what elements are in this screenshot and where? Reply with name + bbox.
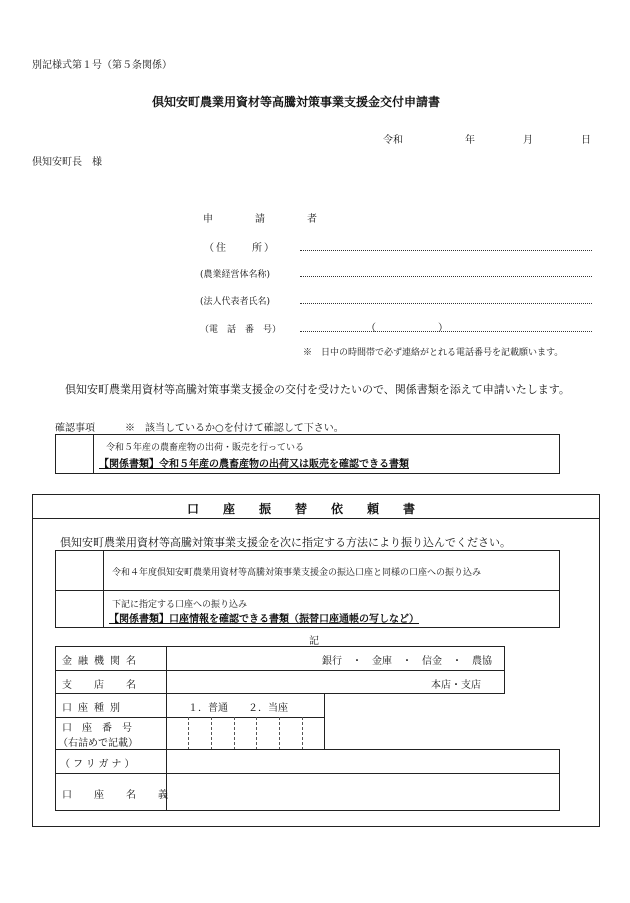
representative-label: (法人代表者氏名) xyxy=(200,297,271,307)
account-number-note: （右詰めで記載） xyxy=(58,738,138,749)
transfer-title: 口 座 振 替 依 頼 書 xyxy=(187,502,422,516)
option2-docs: 【関係書類】口座情報を確認できる書類（振替口座通帳の写しなど） xyxy=(109,614,419,625)
branch-types: 本店・支店 xyxy=(431,680,481,691)
recipient: 倶知安町長 様 xyxy=(32,157,102,168)
business-name-label: (農業経営体名称) xyxy=(200,270,271,280)
confirm-item-docs: 【関係書類】令和５年産の農畜産物の出荷又は販売を確認できる書類 xyxy=(99,459,409,470)
branch-label: 支 店 名 xyxy=(62,680,142,691)
option1-checkbox[interactable] xyxy=(56,551,103,590)
option2-checkbox[interactable] xyxy=(56,591,103,627)
date-era: 令和 xyxy=(383,135,403,146)
holder-field[interactable] xyxy=(167,774,559,810)
representative-field[interactable] xyxy=(300,303,592,304)
ki-label: 記 xyxy=(309,636,319,647)
date-day: 日 xyxy=(581,135,591,146)
furigana-label: （フリガナ） xyxy=(60,759,138,770)
option1-text: 令和４年度倶知安町農業用資材等高騰対策事業支援金の振込口座と同様の口座への振り込み xyxy=(112,568,482,578)
date-year: 年 xyxy=(465,135,475,146)
date-month: 月 xyxy=(523,135,533,146)
bank-label: 金融機関名 xyxy=(62,656,142,667)
bank-name-field[interactable] xyxy=(167,647,327,670)
business-name-field[interactable] xyxy=(300,276,592,277)
confirm-instruction: ※ 該当しているか○を付けて確認して下さい。 xyxy=(125,423,344,434)
phone-paren-close: ） xyxy=(438,323,448,334)
furigana-field[interactable] xyxy=(167,750,559,773)
branch-name-field[interactable] xyxy=(167,671,407,694)
bank-types: 銀行 ・ 金庫 ・ 信金 ・ 農協 xyxy=(322,656,492,667)
phone-note: ※ 日中の時間帯で必ず連絡がとれる電話番号を記載願います。 xyxy=(303,348,564,358)
account-types[interactable]: １．普通 ２．当座 xyxy=(188,703,288,714)
account-type-label: 口座種別 xyxy=(62,703,126,714)
address-label: （住 所） xyxy=(204,243,276,254)
confirm-label: 確認事項 xyxy=(55,423,95,434)
applicant-heading: 申 請 者 xyxy=(203,214,333,225)
holder-label: 口座名義 xyxy=(62,790,190,801)
phone-label: （電 話 番 号） xyxy=(200,325,282,335)
form-number: 別記様式第１号（第５条関係） xyxy=(32,60,172,71)
page-title: 倶知安町農業用資材等高騰対策事業支援金交付申請書 xyxy=(152,95,441,109)
address-field[interactable] xyxy=(300,250,592,251)
phone-paren-open: （ xyxy=(366,323,376,334)
application-statement: 倶知安町農業用資材等高騰対策事業支援金の交付を受けたいので、関係書類を添えて申請いたします。 xyxy=(65,383,570,396)
confirm-item-text: 令和５年産の農畜産物の出荷・販売を行っている xyxy=(106,443,305,453)
account-number-field[interactable] xyxy=(167,718,324,749)
account-number-label: 口 座 番 号 xyxy=(62,723,132,734)
transfer-intro: 倶知安町農業用資材等高騰対策事業支援金を次に指定する方法により振り込んでください。 xyxy=(60,536,511,549)
option2-text: 下記に指定する口座への振り込み xyxy=(112,600,248,610)
confirm-checkbox[interactable] xyxy=(56,435,93,473)
